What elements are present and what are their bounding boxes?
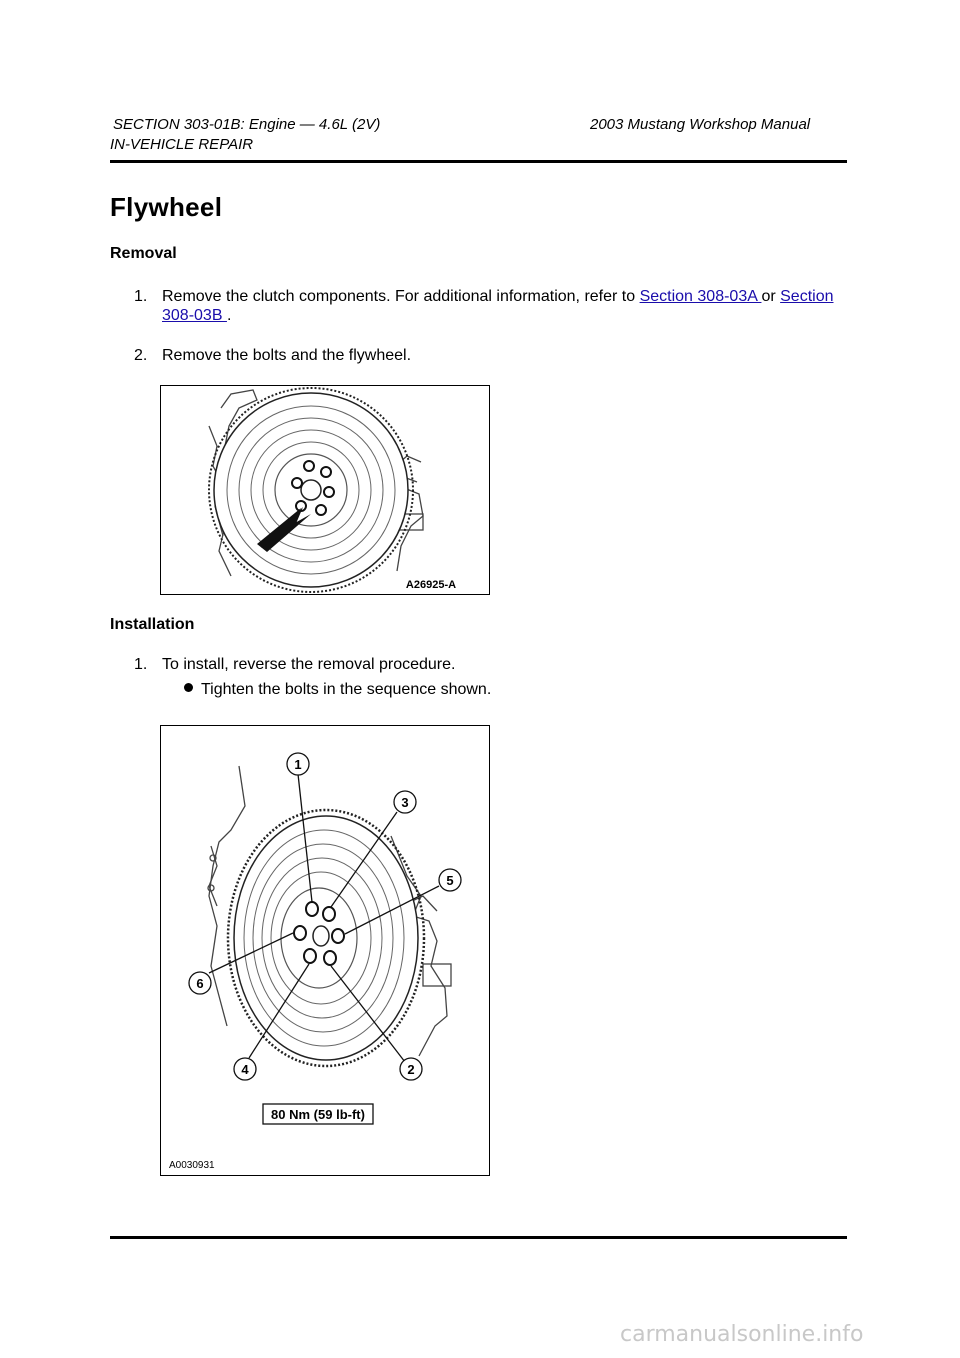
step-number: 1. — [134, 288, 148, 305]
flywheel-removal-illustration — [161, 386, 489, 594]
callout-3: 3 — [401, 795, 409, 810]
header-rule — [110, 160, 847, 163]
header-section: SECTION 303-01B: Engine — 4.6L (2V) — [113, 116, 381, 133]
header-category: IN-VEHICLE REPAIR — [110, 136, 254, 153]
bolt-sequence-illustration — [161, 726, 489, 1175]
flywheel-removal-figure — [160, 385, 490, 595]
link-section-308-03a[interactable]: Section 308-03A — [639, 288, 762, 305]
callout-4: 4 — [241, 1062, 249, 1077]
step-number: 2. — [134, 347, 148, 364]
bolt-sequence-figure — [160, 725, 490, 1176]
step-text: Remove the bolts and the flywheel. — [162, 347, 412, 364]
header-manual-title: 2003 Mustang Workshop Manual — [590, 116, 811, 133]
installation-heading: Installation — [110, 616, 195, 633]
bullet-icon — [184, 683, 193, 692]
installation-bullet — [184, 681, 491, 699]
step-number: 1. — [134, 656, 148, 673]
link-section-308-03b[interactable]: Section 308-03B — [162, 288, 834, 324]
callout-2: 2 — [407, 1062, 415, 1077]
removal-heading: Removal — [110, 245, 177, 262]
page-title: Flywheel — [110, 192, 223, 222]
bullet-text: Tighten the bolts in the sequence shown. — [201, 681, 492, 698]
callout-6: 6 — [196, 976, 204, 991]
callout-5: 5 — [446, 873, 454, 888]
callout-1: 1 — [294, 757, 302, 772]
step-text: Remove the clutch components. For additional information, refer to Section 308-03A or Section 308-03B . — [162, 288, 834, 324]
step-text: To install, reverse the removal procedure. — [162, 656, 456, 673]
torque-spec-label: 80 Nm (59 lb-ft) — [271, 1107, 365, 1122]
figure-id-label: A26925-A — [405, 579, 457, 591]
footer-rule — [110, 1236, 847, 1239]
figure-id-label: A0030931 — [169, 1160, 215, 1171]
watermark: carmanualsonline.info — [620, 1322, 864, 1347]
